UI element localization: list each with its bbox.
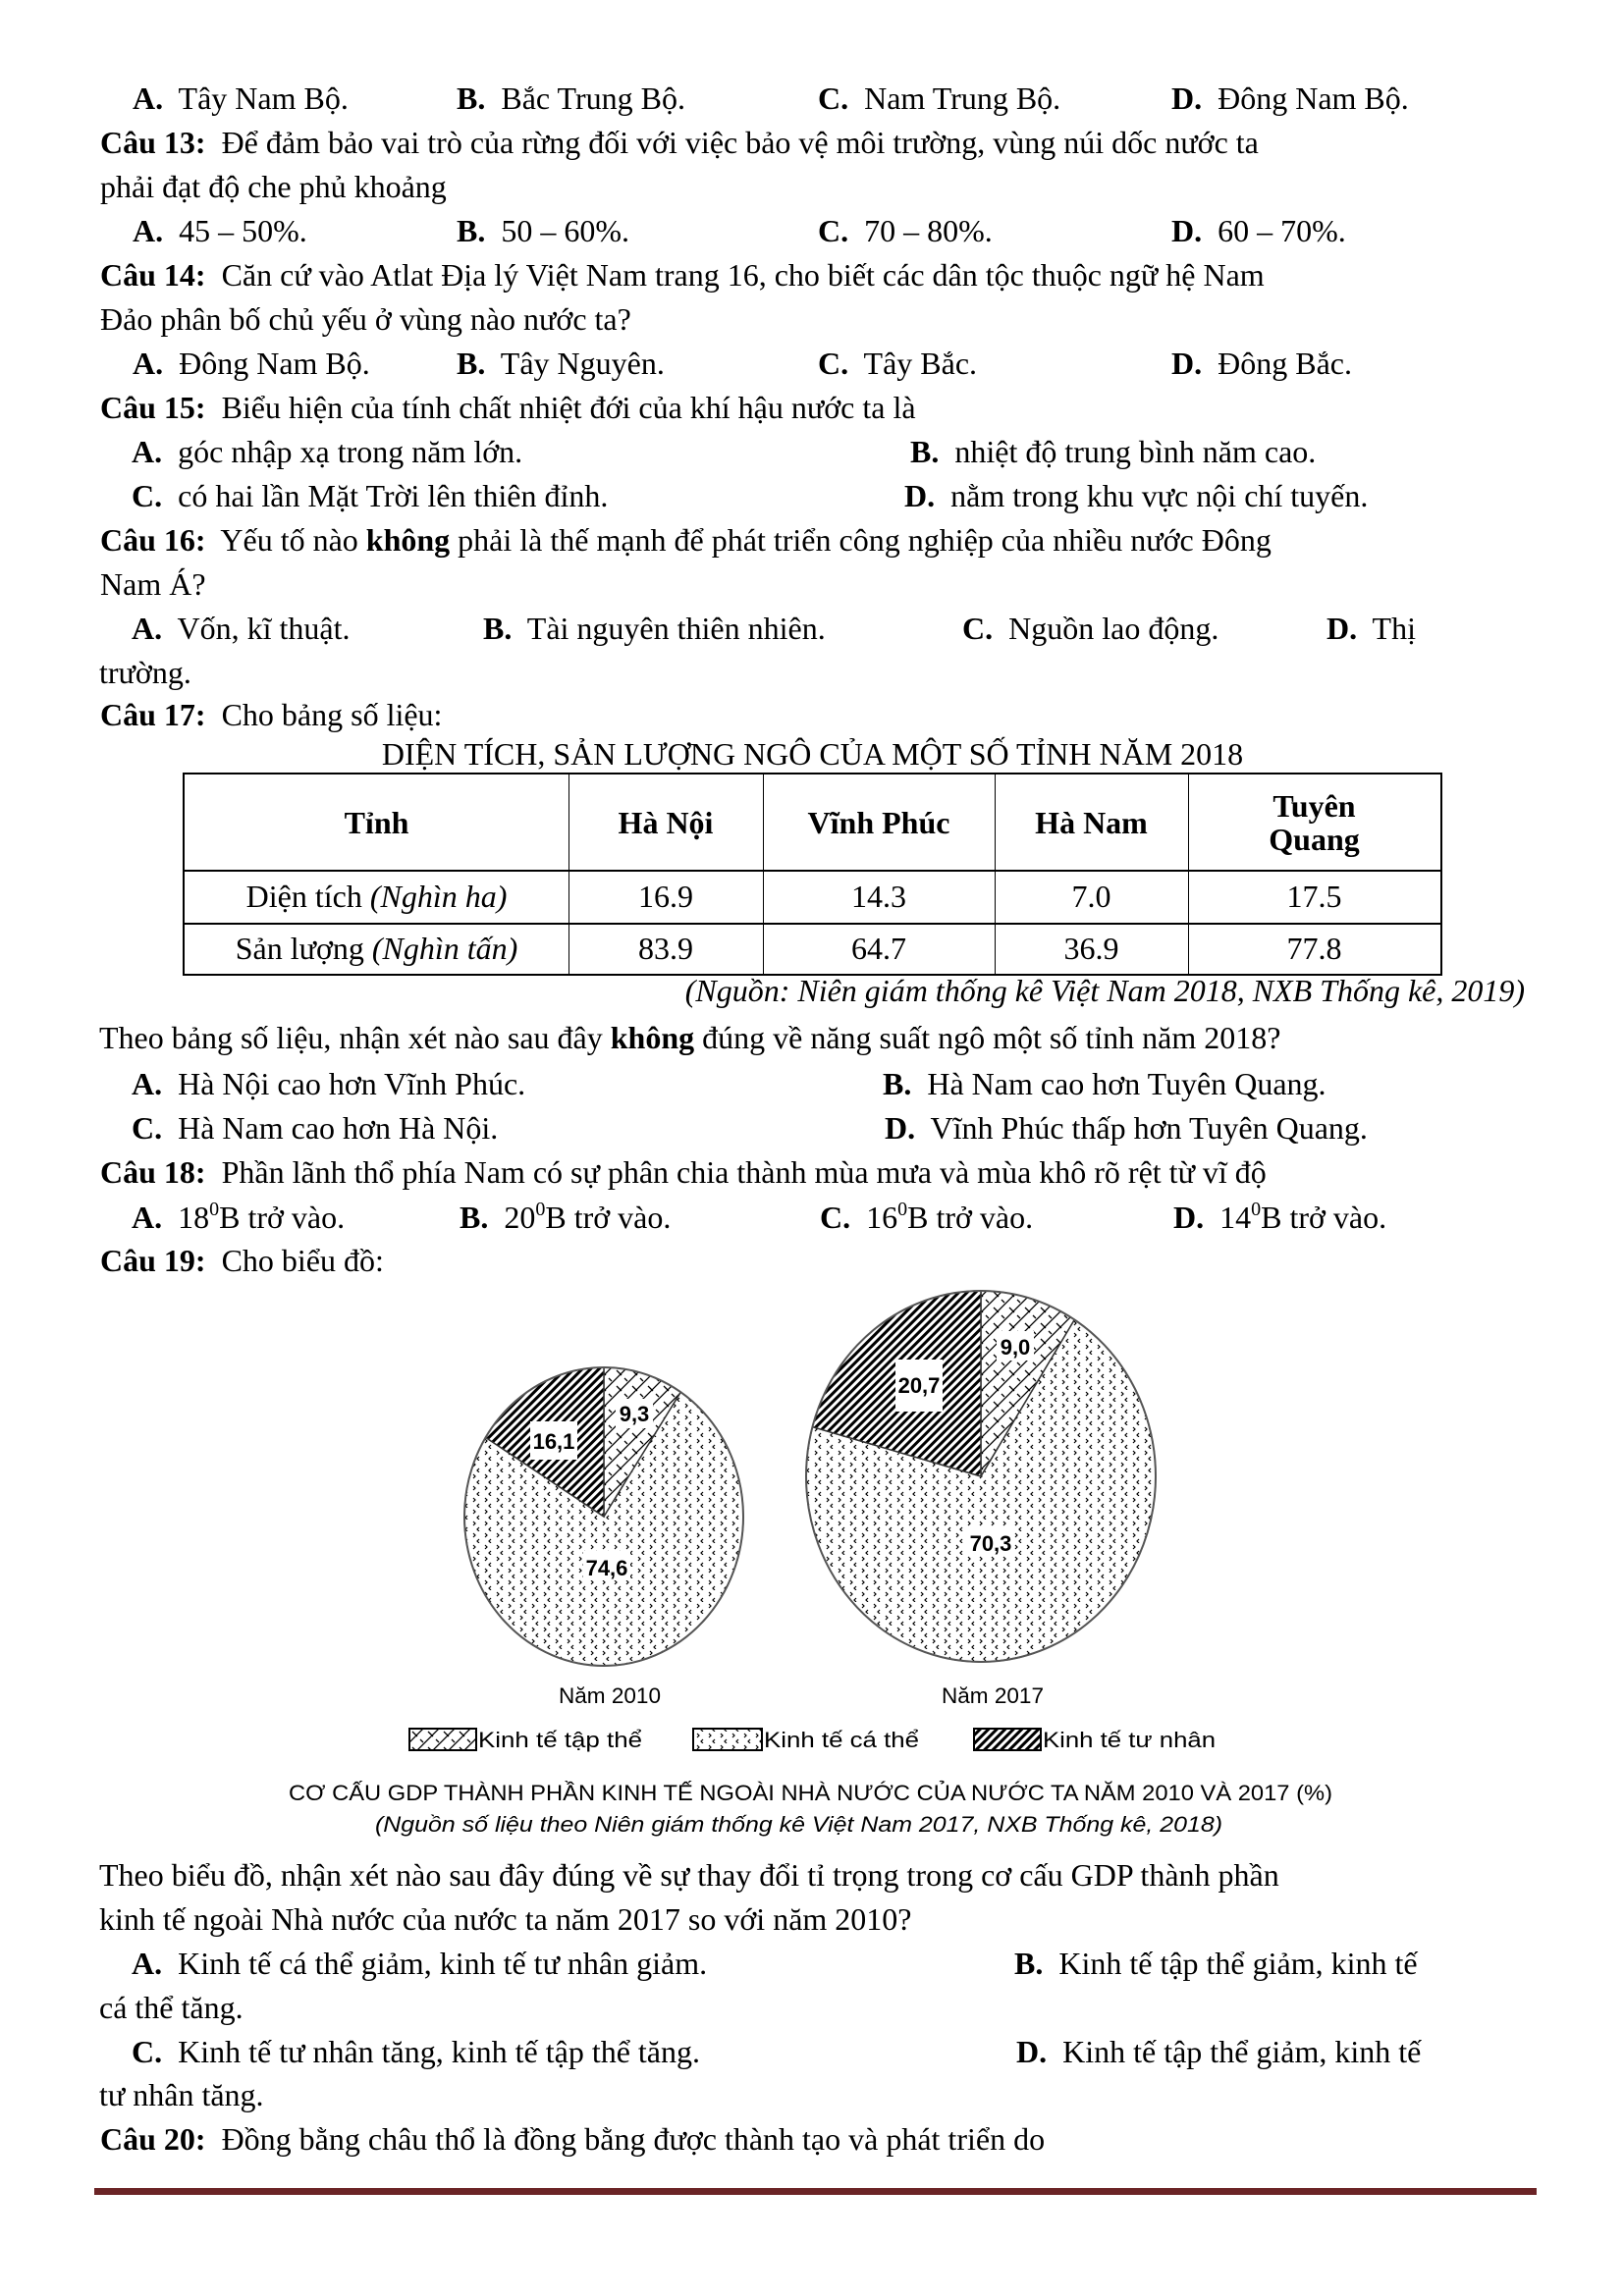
q15-option-a[interactable]: A. góc nhập xạ trong năm lớn. bbox=[132, 434, 523, 469]
q18-option-a[interactable]: A. $18^0B$ trở vào. bbox=[132, 1199, 346, 1235]
label-2017-tap-the: 9,0 bbox=[1000, 1335, 1031, 1360]
legend-label-ca-the: Kinh tế cá thể bbox=[764, 1728, 919, 1752]
q18-option-d[interactable]: D. $14^0B$ trở vào. bbox=[1173, 1199, 1387, 1235]
table-cell: 77.8 bbox=[1286, 931, 1342, 966]
q16-stem-line2: Nam Á? bbox=[100, 566, 206, 602]
pie-chart bbox=[0, 1266, 1624, 1855]
chart-title: CƠ CẤU GDP THÀNH PHẦN KINH TẾ NGOÀI NHÀ NƯỚC CỦA NƯỚC TA NĂM 2010 VÀ 2017 (%) bbox=[289, 1781, 1332, 1805]
q16-option-a[interactable]: A. Vốn, kĩ thuật. bbox=[132, 611, 351, 646]
q12-option-a[interactable]: A. Tây Nam Bộ. bbox=[133, 80, 349, 116]
q17-label: Câu 17: bbox=[100, 697, 206, 732]
q16-label: Câu 16: bbox=[100, 522, 206, 558]
label-2010-tu-nhan: 16,1 bbox=[532, 1429, 575, 1454]
q18-label: Câu 18: bbox=[100, 1154, 206, 1190]
q18-stem: Câu 18: Phần lãnh thổ phía Nam có sự phân chia thành mùa mưa và mùa khô rõ rệt từ vĩ độ bbox=[100, 1154, 1267, 1190]
q19-question-line1: Theo biểu đồ, nhận xét nào sau đây đúng về sự thay đổi tỉ trọng trong cơ cấu GDP thành phần bbox=[99, 1857, 1279, 1893]
table-row-label-dien-tich: Diện tích (Nghìn ha) bbox=[245, 879, 508, 914]
q14-option-c[interactable]: C. Tây Bắc. bbox=[818, 346, 978, 381]
pie-title-2010: Năm 2010 bbox=[559, 1683, 661, 1708]
table-title: DIỆN TÍCH, SẢN LƯỢNG NGÔ CỦA MỘT SỐ TỈNH NĂM 2018 bbox=[381, 736, 1244, 772]
legend-label-tu-nhan: Kinh tế tư nhân bbox=[1043, 1728, 1216, 1752]
legend-swatch-tap-the bbox=[409, 1729, 476, 1750]
q19-option-b[interactable]: B. Kinh tế tập thể giảm, kinh tế bbox=[1014, 1946, 1418, 1981]
q15-option-b[interactable]: B. nhiệt độ trung bình năm cao. bbox=[910, 434, 1317, 469]
table-source: (Nguồn: Niên giám thống kê Việt Nam 2018, NXB Thống kê, 2019) bbox=[684, 973, 1525, 1008]
q19-option-a[interactable]: A. Kinh tế cá thể giảm, kinh tế tư nhân giảm. bbox=[132, 1946, 708, 1981]
q17-option-b[interactable]: B. Hà Nam cao hơn Tuyên Quang. bbox=[883, 1066, 1326, 1101]
q16-option-b[interactable]: B. Tài nguyên thiên nhiên. bbox=[483, 611, 826, 646]
q19-option-b-wrap: cá thể tăng. bbox=[99, 1990, 244, 2025]
table-cell: 36.9 bbox=[1063, 931, 1119, 966]
footer-rule bbox=[94, 2188, 1537, 2195]
q13-option-a[interactable]: A. 45 – 50%. bbox=[133, 213, 307, 248]
label-2010-ca-the: 74,6 bbox=[585, 1556, 628, 1580]
table-cell: 17.5 bbox=[1286, 879, 1342, 914]
q17-option-c[interactable]: C. Hà Nam cao hơn Hà Nội. bbox=[132, 1110, 499, 1146]
label-2017-tu-nhan: 20,7 bbox=[897, 1373, 941, 1398]
q17-option-a[interactable]: A. Hà Nội cao hơn Vĩnh Phúc. bbox=[132, 1066, 526, 1101]
q15-stem: Câu 15: Biểu hiện của tính chất nhiệt đới của khí hậu nước ta là bbox=[100, 390, 916, 425]
table-cell: 7.0 bbox=[1071, 879, 1111, 914]
q17-stem: Câu 17: Cho bảng số liệu: bbox=[100, 697, 443, 732]
legend-swatch-tu-nhan bbox=[974, 1729, 1041, 1750]
legend-label-tap-the: Kinh tế tập thể bbox=[478, 1728, 642, 1752]
q19-option-d-wrap: tư nhân tăng. bbox=[99, 2077, 264, 2112]
q14-stem: Câu 14: Căn cứ vào Atlat Địa lý Việt Nam trang 16, cho biết các dân tộc thuộc ngữ hệ Nam bbox=[100, 257, 1265, 293]
label-2017-ca-the: 70,3 bbox=[969, 1531, 1012, 1556]
q19-label: Câu 19: bbox=[100, 1243, 206, 1278]
table-cell: 14.3 bbox=[851, 879, 906, 914]
q14-option-d[interactable]: D. Đông Bắc. bbox=[1171, 346, 1352, 381]
table-header-tuyen-quang: Tuyên Quang bbox=[1269, 787, 1360, 857]
label-2010-tap-the: 9,3 bbox=[619, 1402, 650, 1426]
q17-option-d[interactable]: D. Vĩnh Phúc thấp hơn Tuyên Quang. bbox=[885, 1110, 1368, 1146]
table-header-tinh: Tỉnh bbox=[344, 804, 409, 840]
q14-option-a[interactable]: A. Đông Nam Bộ. bbox=[133, 346, 370, 381]
q19-question-line2: kinh tế ngoài Nhà nước của nước ta năm 2017 so với năm 2010? bbox=[99, 1901, 912, 1937]
q12-option-b[interactable]: B. Bắc Trung Bộ. bbox=[457, 80, 685, 116]
q13-label: Câu 13: bbox=[100, 125, 206, 160]
q14-label: Câu 14: bbox=[100, 257, 206, 293]
table-header-ha-nam: Hà Nam bbox=[1035, 804, 1148, 840]
legend bbox=[409, 1728, 1216, 1752]
legend-swatch-ca-the bbox=[693, 1729, 762, 1750]
q15-label: Câu 15: bbox=[100, 390, 206, 425]
q17-question: Theo bảng số liệu, nhận xét nào sau đây không đúng về năng suất ngô một số tỉnh năm 2018? bbox=[99, 1020, 1281, 1055]
q20-stem: Câu 20: Đồng bằng châu thổ là đồng bằng được thành tạo và phát triển do bbox=[100, 2121, 1046, 2157]
q19-option-d[interactable]: D. Kinh tế tập thể giảm, kinh tế bbox=[1016, 2034, 1422, 2069]
q19-stem: Câu 19: Cho biểu đồ: bbox=[100, 1243, 384, 1278]
q16-option-d-wrap: trường. bbox=[99, 655, 191, 690]
q14-option-b[interactable]: B. Tây Nguyên. bbox=[457, 346, 665, 381]
q13-stem: Câu 13: Để đảm bảo vai trò của rừng đối với việc bảo vệ môi trường, vùng núi dốc nước ta bbox=[100, 125, 1259, 160]
chart-source: (Nguồn số liệu theo Niên giám thống kê Việt Nam 2017, NXB Thống kê, 2018) bbox=[375, 1812, 1222, 1837]
q13-stem-line2: phải đạt độ che phủ khoảng bbox=[100, 169, 447, 204]
data-table bbox=[183, 773, 1442, 976]
table-header-vinh-phuc: Vĩnh Phúc bbox=[807, 804, 950, 840]
q19-option-c[interactable]: C. Kinh tế tư nhân tăng, kinh tế tập thể tăng. bbox=[132, 2034, 700, 2069]
q15-option-d[interactable]: D. nằm trong khu vực nội chí tuyến. bbox=[904, 478, 1369, 513]
pie-title-2017: Năm 2017 bbox=[942, 1683, 1044, 1708]
table-cell: 64.7 bbox=[851, 931, 906, 966]
q15-option-c[interactable]: C. có hai lần Mặt Trời lên thiên đỉnh. bbox=[132, 478, 609, 513]
q16-stem: Câu 16: Yếu tố nào không phải là thế mạnh để phát triển công nghiệp của nhiều nước Đông bbox=[100, 522, 1272, 558]
table-row-label-san-luong: Sản lượng (Nghìn tấn) bbox=[235, 931, 518, 966]
q16-option-d[interactable]: D. Thị bbox=[1326, 611, 1416, 646]
q18-option-c[interactable]: C. $16^0B$ trở vào. bbox=[820, 1199, 1034, 1235]
q13-option-c[interactable]: C. 70 – 80%. bbox=[818, 213, 993, 248]
pie-group bbox=[464, 1291, 1156, 1666]
q13-option-d[interactable]: D. 60 – 70%. bbox=[1171, 213, 1346, 248]
q18-option-b[interactable]: B. $20^0B$ trở vào. bbox=[460, 1199, 672, 1235]
table-cell: 16.9 bbox=[638, 879, 693, 914]
table-header-ha-noi: Hà Nội bbox=[618, 804, 714, 840]
q14-stem-line2: Đảo phân bố chủ yếu ở vùng nào nước ta? bbox=[100, 301, 631, 337]
q20-label: Câu 20: bbox=[100, 2121, 206, 2157]
q12-option-d[interactable]: D. Đông Nam Bộ. bbox=[1171, 80, 1409, 116]
q12-option-c[interactable]: C. Nam Trung Bộ. bbox=[818, 80, 1061, 116]
q13-option-b[interactable]: B. 50 – 60%. bbox=[457, 213, 629, 248]
q16-option-c[interactable]: C. Nguồn lao động. bbox=[962, 611, 1219, 646]
table-cell: 83.9 bbox=[638, 931, 693, 966]
